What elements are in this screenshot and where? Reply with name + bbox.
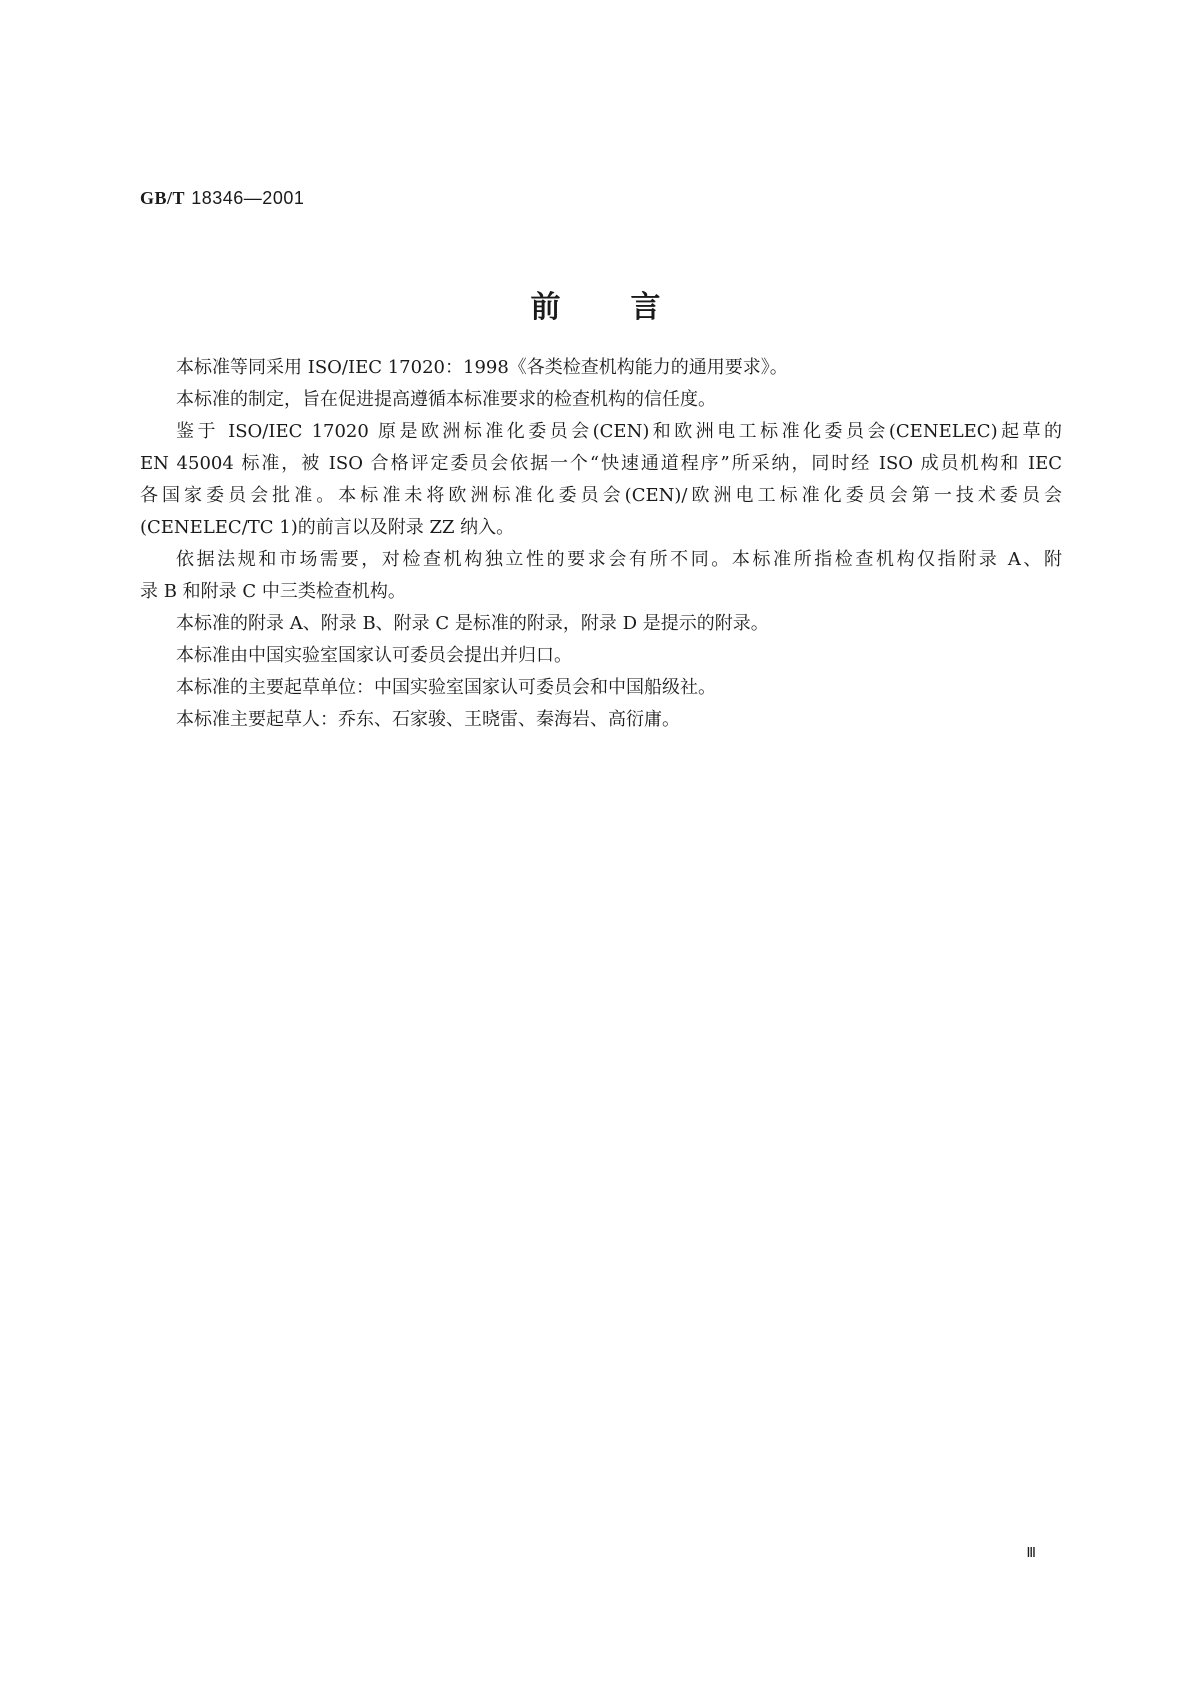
foreword-body: [140, 352, 1062, 736]
paragraph-line: 本标准等同采用 ISO/IEC 17020：1998《各类检查机构能力的通用要求》。: [176, 357, 788, 378]
paragraph-line: 录 B 和附录 C 中三类检查机构。: [140, 581, 406, 602]
paragraph-line: 本标准主要起草人：乔东、石家骏、王晓雷、秦海岩、高衍庸。: [176, 709, 680, 730]
paragraph-line: 本标准由中国实验室国家认可委员会提出并归口。: [176, 645, 572, 666]
paragraph-line: 本标准的附录 A、附录 B、附录 C 是标准的附录，附录 D 是提示的附录。: [176, 613, 769, 634]
page-number: Ⅲ: [1026, 1546, 1036, 1561]
paragraph: [140, 704, 1062, 736]
paragraph-line: 依据法规和市场需要，对检查机构独立性的要求会有所不同。本标准所指检查机构仅指附录 A、附: [176, 549, 1062, 570]
paragraph-line: (CENELEC/TC 1)的前言以及附录 ZZ 纳入。: [140, 517, 515, 538]
paragraph-line: 鉴于 ISO/IEC 17020 原是欧洲标准化委员会(CEN)和欧洲电工标准化委员会(CENELEC)起草的: [176, 421, 1062, 442]
paragraph-line: 本标准的主要起草单位：中国实验室国家认可委员会和中国船级社。: [176, 677, 716, 698]
paragraph-line: EN 45004 标准，被 ISO 合格评定委员会依据一个“快速通道程序”所采纳，同时经 ISO 成员机构和 IEC: [140, 453, 1062, 474]
paragraph: [140, 352, 1062, 384]
page-title: 前言: [530, 290, 731, 325]
paragraph: [140, 640, 1062, 672]
paragraph-line: 本标准的制定，旨在促进提高遵循本标准要求的检查机构的信任度。: [176, 389, 716, 410]
standard-prefix: GB/T: [140, 188, 186, 208]
standard-number: 18346—2001: [191, 188, 305, 208]
paragraph: [140, 544, 1062, 608]
paragraph: [140, 608, 1062, 640]
paragraph: [140, 672, 1062, 704]
paragraph: [140, 384, 1062, 416]
paragraph: [140, 416, 1062, 544]
standard-code: [140, 188, 304, 209]
paragraph-line: 各国家委员会批准。本标准未将欧洲标准化委员会(CEN)/欧洲电工标准化委员会第一技术委员会: [140, 485, 1062, 506]
